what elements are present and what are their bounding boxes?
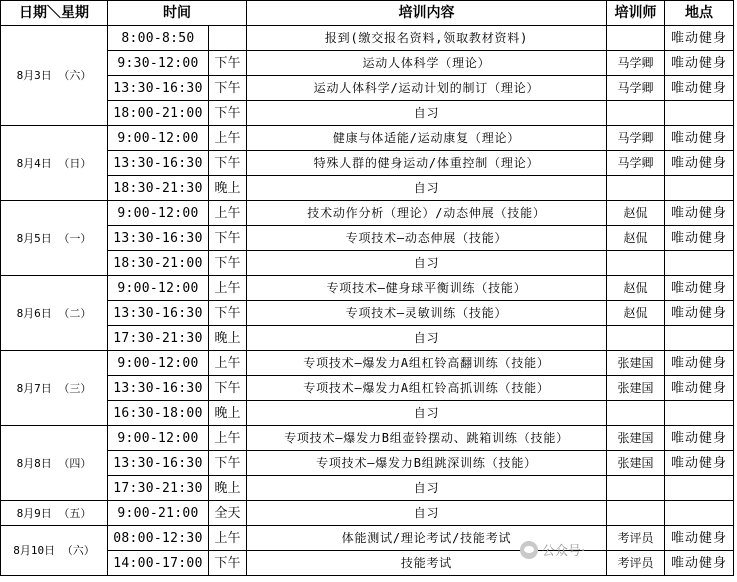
content-cell: 自习: [247, 176, 607, 201]
time-cell: 14:00-17:00: [108, 551, 209, 576]
time-cell: 13:30-16:30: [108, 151, 209, 176]
trainer-cell: [607, 176, 665, 201]
date-cell: 8月5日 （一）: [1, 201, 108, 276]
trainer-cell: [607, 501, 665, 526]
period-cell: 下午: [209, 451, 247, 476]
schedule-row: [1, 226, 734, 251]
schedule-row: [1, 476, 734, 501]
trainer-cell: [607, 401, 665, 426]
schedule-row: [1, 526, 734, 551]
trainer-cell: [607, 326, 665, 351]
date-cell: 8月6日 （二）: [1, 276, 108, 351]
schedule-row: [1, 101, 734, 126]
time-cell: 18:30-21:00: [108, 251, 209, 276]
schedule-row: [1, 326, 734, 351]
time-cell: 18:00-21:00: [108, 101, 209, 126]
header-content: 培训内容: [247, 1, 607, 26]
period-cell: [209, 26, 247, 51]
content-cell: 自习: [247, 401, 607, 426]
content-cell: 健康与体适能/运动康复（理论）: [247, 126, 607, 151]
time-cell: 9:00-12:00: [108, 351, 209, 376]
location-cell: 唯动健身: [665, 451, 734, 476]
location-cell: 唯动健身: [665, 201, 734, 226]
content-cell: 运动人体科学（理论）: [247, 51, 607, 76]
schedule-row: [1, 176, 734, 201]
content-cell: 技术动作分析（理论）/动态伸展（技能）: [247, 201, 607, 226]
location-cell: 唯动健身: [665, 301, 734, 326]
time-cell: 8:00-8:50: [108, 26, 209, 51]
schedule-row: [1, 301, 734, 326]
trainer-cell: 赵侃: [607, 226, 665, 251]
content-cell: 自习: [247, 251, 607, 276]
period-cell: 下午: [209, 376, 247, 401]
period-cell: 晚上: [209, 401, 247, 426]
location-cell: [665, 476, 734, 501]
period-cell: 下午: [209, 226, 247, 251]
content-cell: 自习: [247, 501, 607, 526]
content-cell: 自习: [247, 326, 607, 351]
period-cell: 下午: [209, 251, 247, 276]
period-cell: 下午: [209, 76, 247, 101]
content-cell: 技能考试: [247, 551, 607, 576]
period-cell: 下午: [209, 551, 247, 576]
schedule-row: [1, 76, 734, 101]
period-cell: 上午: [209, 201, 247, 226]
content-cell: 专项技术—爆发力B组跳深训练（技能）: [247, 451, 607, 476]
location-cell: 唯动健身: [665, 551, 734, 576]
header-location: 地点: [665, 1, 734, 26]
trainer-cell: [607, 101, 665, 126]
location-cell: [665, 176, 734, 201]
trainer-cell: 张建国: [607, 426, 665, 451]
trainer-cell: 赵侃: [607, 201, 665, 226]
content-cell: 自习: [247, 476, 607, 501]
period-cell: 全天: [209, 501, 247, 526]
schedule-row: [1, 51, 734, 76]
period-cell: 上午: [209, 276, 247, 301]
schedule-row: [1, 26, 734, 51]
time-cell: 9:00-12:00: [108, 126, 209, 151]
date-cell: 8月4日 （日）: [1, 126, 108, 201]
time-cell: 16:30-18:00: [108, 401, 209, 426]
schedule-row: [1, 451, 734, 476]
time-cell: 08:00-12:30: [108, 526, 209, 551]
schedule-row: [1, 151, 734, 176]
period-cell: 上午: [209, 351, 247, 376]
trainer-cell: [607, 476, 665, 501]
location-cell: [665, 326, 734, 351]
location-cell: 唯动健身: [665, 351, 734, 376]
trainer-cell: 张建国: [607, 376, 665, 401]
location-cell: 唯动健身: [665, 226, 734, 251]
date-cell: 8月8日 （四）: [1, 426, 108, 501]
period-cell: 上午: [209, 126, 247, 151]
location-cell: 唯动健身: [665, 126, 734, 151]
schedule-row: [1, 351, 734, 376]
content-cell: 专项技术—爆发力A组杠铃高翻训练（技能）: [247, 351, 607, 376]
time-cell: 13:30-16:30: [108, 376, 209, 401]
schedule-row: [1, 126, 734, 151]
header-trainer: 培训师: [607, 1, 665, 26]
trainer-cell: 张建国: [607, 451, 665, 476]
content-cell: 报到(缴交报名资料,领取教材资料): [247, 26, 607, 51]
trainer-cell: 考评员: [607, 551, 665, 576]
schedule-row: [1, 501, 734, 526]
period-cell: 上午: [209, 426, 247, 451]
schedule-row: [1, 251, 734, 276]
date-cell: 8月3日 （六）: [1, 26, 108, 126]
period-cell: 上午: [209, 526, 247, 551]
trainer-cell: 马学卿: [607, 76, 665, 101]
time-cell: 9:00-12:00: [108, 201, 209, 226]
schedule-row: [1, 376, 734, 401]
trainer-cell: 张建国: [607, 351, 665, 376]
time-cell: 9:00-12:00: [108, 276, 209, 301]
location-cell: 唯动健身: [665, 376, 734, 401]
schedule-row: [1, 551, 734, 576]
time-cell: 9:30-12:00: [108, 51, 209, 76]
location-cell: 唯动健身: [665, 26, 734, 51]
content-cell: 特殊人群的健身运动/体重控制（理论）: [247, 151, 607, 176]
schedule-row: [1, 401, 734, 426]
time-cell: 9:00-12:00: [108, 426, 209, 451]
trainer-cell: 赵侃: [607, 301, 665, 326]
trainer-cell: [607, 251, 665, 276]
watermark-text: 公众号·: [542, 544, 586, 559]
content-cell: 运动人体科学/运动计划的制订（理论）: [247, 76, 607, 101]
time-cell: 17:30-21:30: [108, 476, 209, 501]
schedule-row: [1, 276, 734, 301]
location-cell: [665, 101, 734, 126]
trainer-cell: [607, 26, 665, 51]
trainer-cell: 马学卿: [607, 151, 665, 176]
time-cell: 13:30-16:30: [108, 301, 209, 326]
period-cell: 下午: [209, 301, 247, 326]
content-cell: 专项技术—灵敏训练（技能）: [247, 301, 607, 326]
location-cell: 唯动健身: [665, 276, 734, 301]
location-cell: [665, 401, 734, 426]
trainer-cell: 马学卿: [607, 51, 665, 76]
period-cell: 晚上: [209, 476, 247, 501]
trainer-cell: 马学卿: [607, 126, 665, 151]
location-cell: 唯动健身: [665, 151, 734, 176]
schedule-row: [1, 201, 734, 226]
time-cell: 13:30-16:30: [108, 226, 209, 251]
location-cell: 唯动健身: [665, 426, 734, 451]
period-cell: 下午: [209, 101, 247, 126]
content-cell: 专项技术—爆发力B组壶铃摆动、跳箱训练（技能）: [247, 426, 607, 451]
schedule-body: [1, 26, 734, 576]
trainer-cell: 赵侃: [607, 276, 665, 301]
wechat-icon: [520, 541, 538, 559]
period-cell: 下午: [209, 51, 247, 76]
time-cell: 13:30-16:30: [108, 76, 209, 101]
content-cell: 体能测试/理论考试/技能考试: [247, 526, 607, 551]
location-cell: 唯动健身: [665, 526, 734, 551]
trainer-cell: 考评员: [607, 526, 665, 551]
header-time: 时间: [108, 1, 247, 26]
watermark: [520, 540, 585, 559]
content-cell: 专项技术—健身球平衡训练（技能）: [247, 276, 607, 301]
content-cell: 专项技术—爆发力A组杠铃高抓训练（技能）: [247, 376, 607, 401]
location-cell: [665, 501, 734, 526]
date-cell: 8月10日 （六）: [1, 526, 108, 576]
time-cell: 13:30-16:30: [108, 451, 209, 476]
location-cell: [665, 251, 734, 276]
time-cell: 17:30-21:30: [108, 326, 209, 351]
content-cell: 自习: [247, 101, 607, 126]
location-cell: 唯动健身: [665, 51, 734, 76]
header-row: [1, 1, 734, 26]
date-cell: 8月9日 （五）: [1, 501, 108, 526]
period-cell: 晚上: [209, 176, 247, 201]
time-cell: 18:30-21:30: [108, 176, 209, 201]
location-cell: 唯动健身: [665, 76, 734, 101]
period-cell: 晚上: [209, 326, 247, 351]
header-date: 日期＼星期: [1, 1, 108, 26]
date-cell: 8月7日 （三）: [1, 351, 108, 426]
content-cell: 专项技术—动态伸展（技能）: [247, 226, 607, 251]
time-cell: 9:00-21:00: [108, 501, 209, 526]
period-cell: 下午: [209, 151, 247, 176]
schedule-row: [1, 426, 734, 451]
